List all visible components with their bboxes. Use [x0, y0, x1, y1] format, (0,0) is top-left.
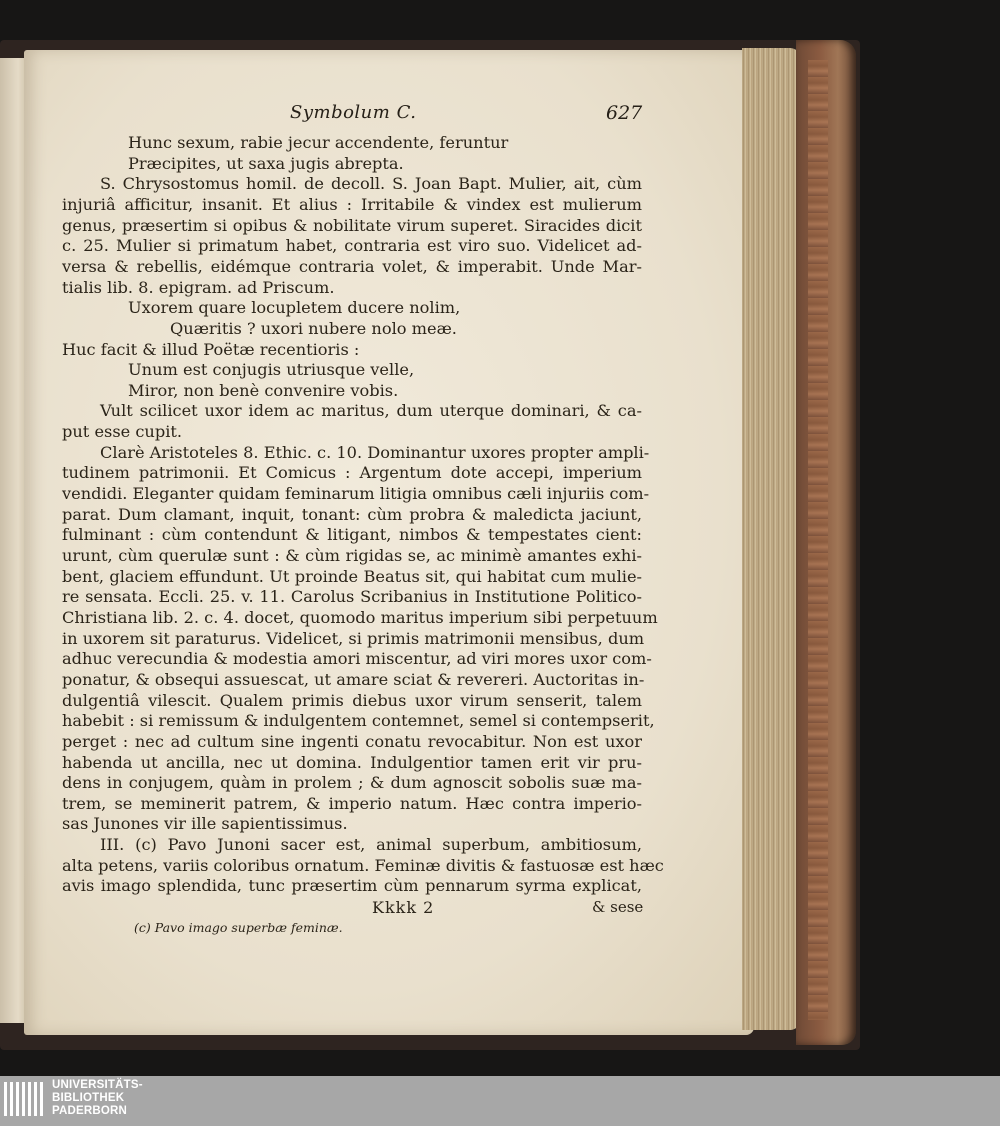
- text-line: put esse cupit.: [62, 422, 183, 442]
- text-line: S. Chrysostomus homil. de decoll. S. Joan Bapt. Mulier, ait, cùm: [100, 174, 642, 194]
- logo-line-2: BIBLIOTHEK: [52, 1092, 125, 1104]
- footnote: (c) Pavo imago superbæ feminæ.: [134, 920, 343, 935]
- text-line: versa & rebellis, eidémque contraria volet, & imperabit. Unde Mar-: [62, 256, 642, 276]
- text-line: Clarè Aristoteles 8. Ethic. c. 10. Dominantur uxores propter ampli-: [100, 442, 650, 462]
- text-line: Præcipites, ut saxa jugis abrepta.: [128, 153, 404, 173]
- text-line: vendidi. Eleganter quidam feminarum litigia omnibus cæli injuriis com-: [62, 484, 650, 504]
- text-line: habebit : si remissum & indulgentem contemnet, semel si contempserit,: [62, 711, 655, 731]
- text-line: fulminant : cùm contendunt & litigant, nimbos & tempestates cient:: [62, 525, 642, 545]
- text-line: c. 25. Mulier si primatum habet, contraria est viro suo. Videlicet ad-: [62, 236, 642, 256]
- text-line: perget : nec ad cultum sine ingenti conatu revocabitur. Non est uxor: [62, 731, 642, 751]
- text-line: injuriâ afficitur, insanit. Et alius : Irritabile & vindex est mulierum: [62, 194, 642, 214]
- text-line: alta petens, variis coloribus ornatum. Feminæ divitis & fastuosæ est hæc: [62, 855, 664, 875]
- catchword: & sese: [592, 898, 644, 916]
- text-line: tudinem patrimonii. Et Comicus : Argentum dote accepi, imperium: [62, 463, 642, 483]
- printer-signature: Kkkk 2: [372, 898, 435, 917]
- text-line: parat. Dum clamant, inquit, tonant: cùm probra & maledicta jaciunt,: [62, 504, 642, 524]
- text-line: sas Junones vir ille sapientissimus.: [62, 814, 348, 834]
- text-line: Quæritis ? uxori nubere nolo meæ.: [170, 318, 457, 338]
- logo-line-3: PADERBORN: [52, 1105, 128, 1117]
- text-line: Vult scilicet uxor idem ac maritus, dum uterque dominari, & ca-: [100, 401, 642, 421]
- library-footer: [0, 1076, 1000, 1126]
- text-line: Miror, non benè convenire vobis.: [128, 380, 399, 400]
- page-fore-edge: [742, 48, 800, 1030]
- library-logo-icon: [4, 1082, 44, 1120]
- text-line: tialis lib. 8. epigram. ad Priscum.: [62, 277, 335, 297]
- text-line: in uxorem sit paraturus. Videlicet, si primis matrimonii mensibus, dum: [62, 628, 645, 648]
- text-line: Hunc sexum, rabie jecur accendente, feruntur: [128, 133, 509, 152]
- logo-line-1: UNIVERSITÄTS-: [52, 1079, 143, 1091]
- cover-marbling: [808, 60, 828, 1020]
- text-line: avis imago splendida, tunc præsertim cùm pennarum syrma explicat,: [62, 876, 642, 896]
- running-head: Symbolum C.: [290, 102, 417, 123]
- text-line: ponatur, & obsequi assuescat, ut amare sciat & revereri. Auctoritas in-: [62, 669, 645, 689]
- text-line: adhuc verecundia & modestia amori miscentur, ad viri mores uxor com-: [62, 649, 652, 669]
- text-line: III. (c) Pavo Junoni sacer est, animal superbum, ambitiosum,: [100, 835, 642, 855]
- library-logo-text: [52, 1079, 143, 1118]
- text-line: genus, præsertim si opibus & nobilitate virum superet. Siracides dicit: [62, 215, 642, 235]
- page-number: 627: [606, 102, 643, 124]
- text-line: dens in conjugem, quàm in prolem ; & dum agnoscit sobolis suæ ma-: [62, 773, 642, 793]
- text-line: Christiana lib. 2. c. 4. docet, quomodo maritus imperium sibi perpetuum: [62, 607, 658, 627]
- text-line: Uxorem quare locupletem ducere nolim,: [128, 298, 461, 318]
- text-line: dulgentiâ vilescit. Qualem primis diebus uxor virum senserit, talem: [62, 690, 642, 710]
- text-line: urunt, cùm querulæ sunt : & cùm rigidas se, ac minimè amantes exhi-: [62, 546, 642, 565]
- text-line: Unum est conjugis utriusque velle,: [128, 360, 415, 380]
- text-line: Huc facit & illud Poëtæ recentioris :: [62, 339, 360, 359]
- text-line: bent, glaciem effundunt. Ut proinde Beatus sit, qui habitat cum mulie-: [62, 566, 642, 586]
- text-line: trem, se meminerit patrem, & imperio natum. Hæc contra imperio-: [62, 793, 642, 813]
- text-line: re sensata. Eccli. 25. v. 11. Carolus Scribanius in Institutione Politico-: [62, 587, 642, 607]
- text-line: habenda ut ancilla, nec ut domina. Indulgentior tamen erit vir pru-: [62, 752, 642, 772]
